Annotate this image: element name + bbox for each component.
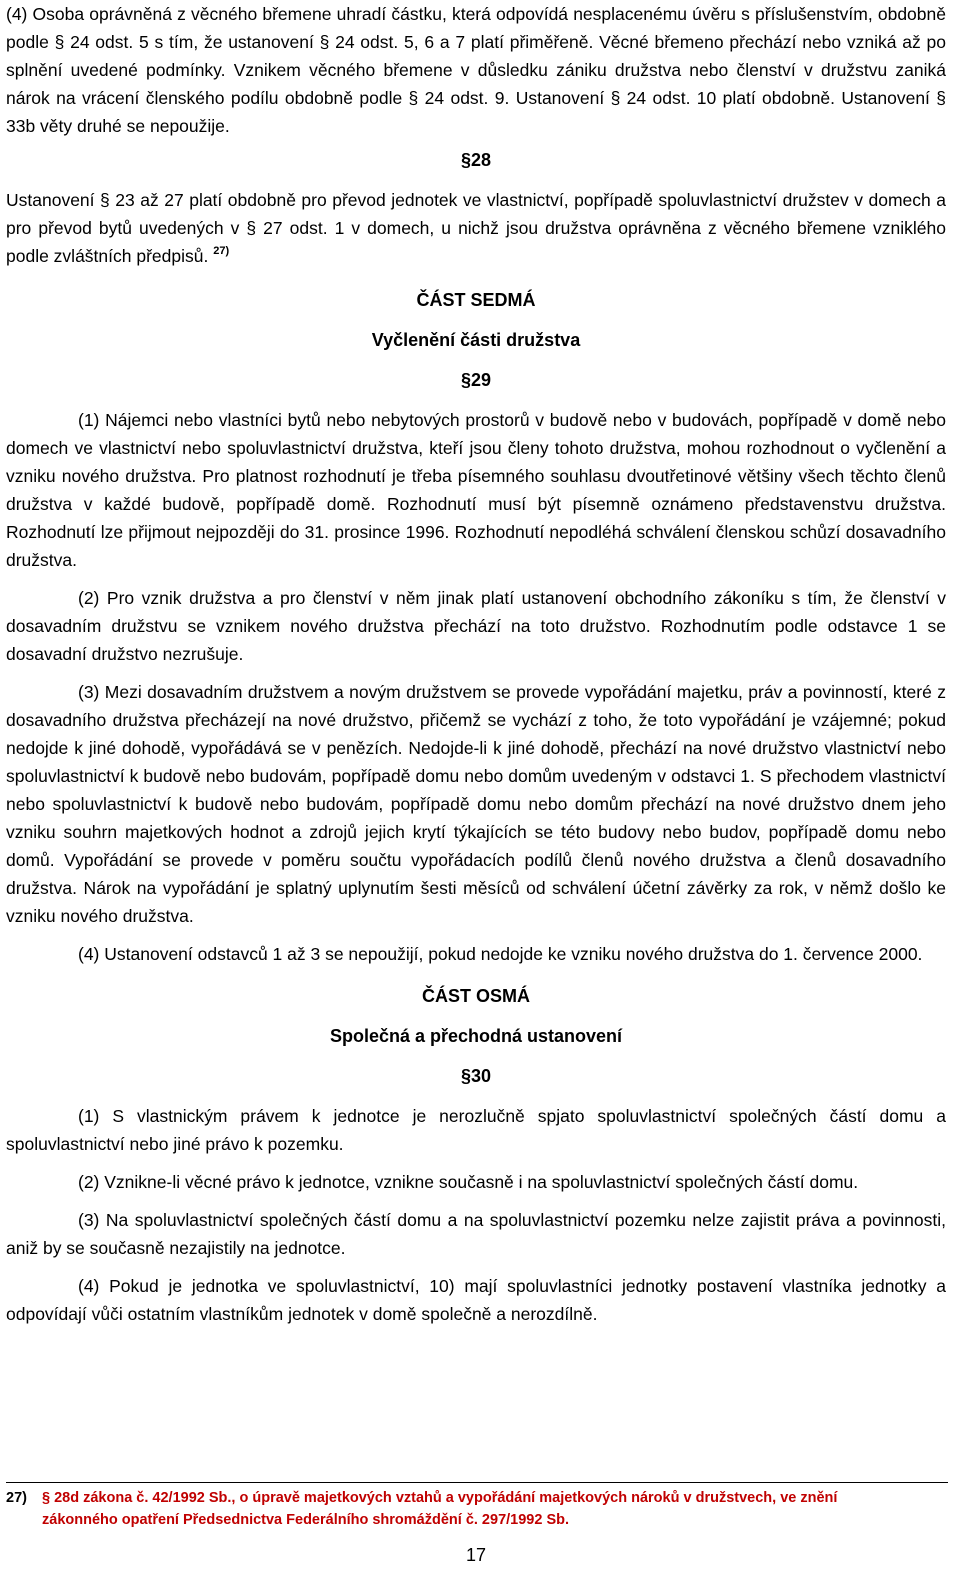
section-29-paragraph-2: (2) Pro vznik družstva a pro členství v něm jinak platí ustanovení obchodního zákoníku s tím, že členství v dosavadním družstvu se vznikem nového družstva přechází na toto družstvo. Rozhodnutím podle odstavce 1 se dosavadní družstvo nezrušuje. <box>6 588 946 664</box>
page-number: 17 <box>465 1545 487 1565</box>
section-29-heading: §29 <box>460 370 492 390</box>
section-29-paragraph-4: (4) Ustanovení odstavců 1 až 3 se nepoužijí, pokud nedojde ke vzniku nového družstva do 1. července 2000. <box>78 944 923 964</box>
part-8-subtitle: Společná a přechodná ustanovení <box>329 1026 623 1046</box>
footnote-line-1: § 28d zákona č. 42/1992 Sb., o úpravě majetkových vztahů a vypořádání majetkových nároků v družstvech, ve znění <box>42 1490 838 1506</box>
section-29-paragraph-1: (1) Nájemci nebo vlastníci bytů nebo nebytových prostorů v budově nebo v budovách, popřípadě v domě nebo domech ve vlastnictví nebo spoluvlastnictví družstva, kteří jsou členy tohoto družstva, mohou rozhodnout o vyčlenění a vzniku nového družstva. Pro platnost rozhodnutí je třeba písemného souhlasu dvoutřetinové většiny všech těchto členů družstva v každé budově, popřípadě domě. Rozhodnutí musí být písemně oznámeno představenstvu družstva. Rozhodnutí lze přijmout nejpozději do 31. prosince 1996. Rozhodnutí nepodléhá schválení členskou schůzí dosavadního družstva. <box>6 410 946 570</box>
paragraph-4-previous: (4) Osoba oprávněná z věcného břemene uhradí částku, která odpovídá nesplacenému úvěru s příslušenstvím, obdobně podle § 24 odst. 5 s tím, že ustanovení § 24 odst. 5, 6 a 7 platí přiměřeně. Věcné břemeno přechází nebo vzniká až po splnění uvedené podmínky. Vznikem věcného břemene v důsledku zániku družstva nebo členství v družstvu zaniká nárok na vrácení členského podílu obdobně podle § 24 odst. 9. Ustanovení § 24 odst. 10 platí obdobně. Ustanovení § 33b věty druhé se nepoužije. <box>6 4 946 136</box>
footnote-divider <box>6 1482 948 1483</box>
section-28-heading: §28 <box>460 150 492 170</box>
footnote-number: 27) <box>6 1490 27 1506</box>
footnote-ref-27[interactable]: 27) <box>213 245 230 257</box>
document-page <box>6 0 946 1328</box>
section-29-paragraph-3: (3) Mezi dosavadním družstvem a novým družstvem se provede vypořádání majetku, práv a povinností, které z dosavadního družstva přecházejí na nové družstvo, přičemž se vychází z toho, že toto vypořádání je vzájemné; pokud nedojde k jiné dohodě, vypořádává se v penězích. Nedojde-li k jiné dohodě, přechází na nové družstvo vlastnictví nebo spoluvlastnictví k budově nebo budovám, popřípadě domu nebo domům uvedeným v odstavci 1. S přechodem vlastnictví nebo spoluvlastnictví k budově nebo budovám, popřípadě domu nebo domům přechází na nové družstvo dnem jeho vzniku souhrn majetkových hodnot a zdrojů jejich krytí týkajících se této budovy nebo budov, popřípadě domu nebo domů. Vypořádání se provede v poměru součtu vypořádacích podílů členů nového družstva a členů dosavadního družstva. Nárok na vypořádání je splatný uplynutím šesti měsíců od schválení účetní závěrky za rok, v němž došlo ke vzniku nového družstva. <box>6 682 946 926</box>
section-30-heading: §30 <box>460 1066 492 1086</box>
section-28-text <box>6 186 946 270</box>
footnote-27 <box>6 1487 948 1531</box>
part-7-subtitle: Vyčlenění části družstva <box>371 330 581 350</box>
section-30-paragraph-1: (1) S vlastnickým právem k jednotce je nerozlučně spjato spoluvlastnictví společných částí domu a spoluvlastnictví nebo jiné právo k pozemku. <box>6 1106 946 1154</box>
section-30-paragraph-2: (2) Vznikne-li věcné právo k jednotce, vznikne současně i na spoluvlastnictví společných částí domu. <box>78 1172 859 1192</box>
part-8-title: ČÁST OSMÁ <box>422 986 530 1006</box>
section-30-paragraph-3: (3) Na spoluvlastnictví společných částí domu a na spoluvlastnictví pozemku nelze zajistit práva a povinnosti, aniž by se současně nezajistily na jednotce. <box>6 1210 946 1258</box>
part-7-title: ČÁST SEDMÁ <box>416 290 536 310</box>
section-28-body: Ustanovení § 23 až 27 platí obdobně pro převod jednotek ve vlastnictví, popřípadě spoluvlastnictví družstev v domech a pro převod bytů uvedených v § 27 odst. 1 v domech, u nichž jsou družstva oprávněna z věcného břemene vzniklého podle zvláštních předpisů. <box>6 190 946 266</box>
section-30-paragraph-4: (4) Pokud je jednotka ve spoluvlastnictví, 10) mají spoluvlastníci jednotky postavení vlastníka jednotky a odpovídají vůči ostatním vlastníkům jednotek v domě společně a nerozdílně. <box>6 1276 946 1324</box>
footnote-line-2: zákonného opatření Předsednictva Federálního shromáždění č. 297/1992 Sb. <box>42 1512 569 1528</box>
